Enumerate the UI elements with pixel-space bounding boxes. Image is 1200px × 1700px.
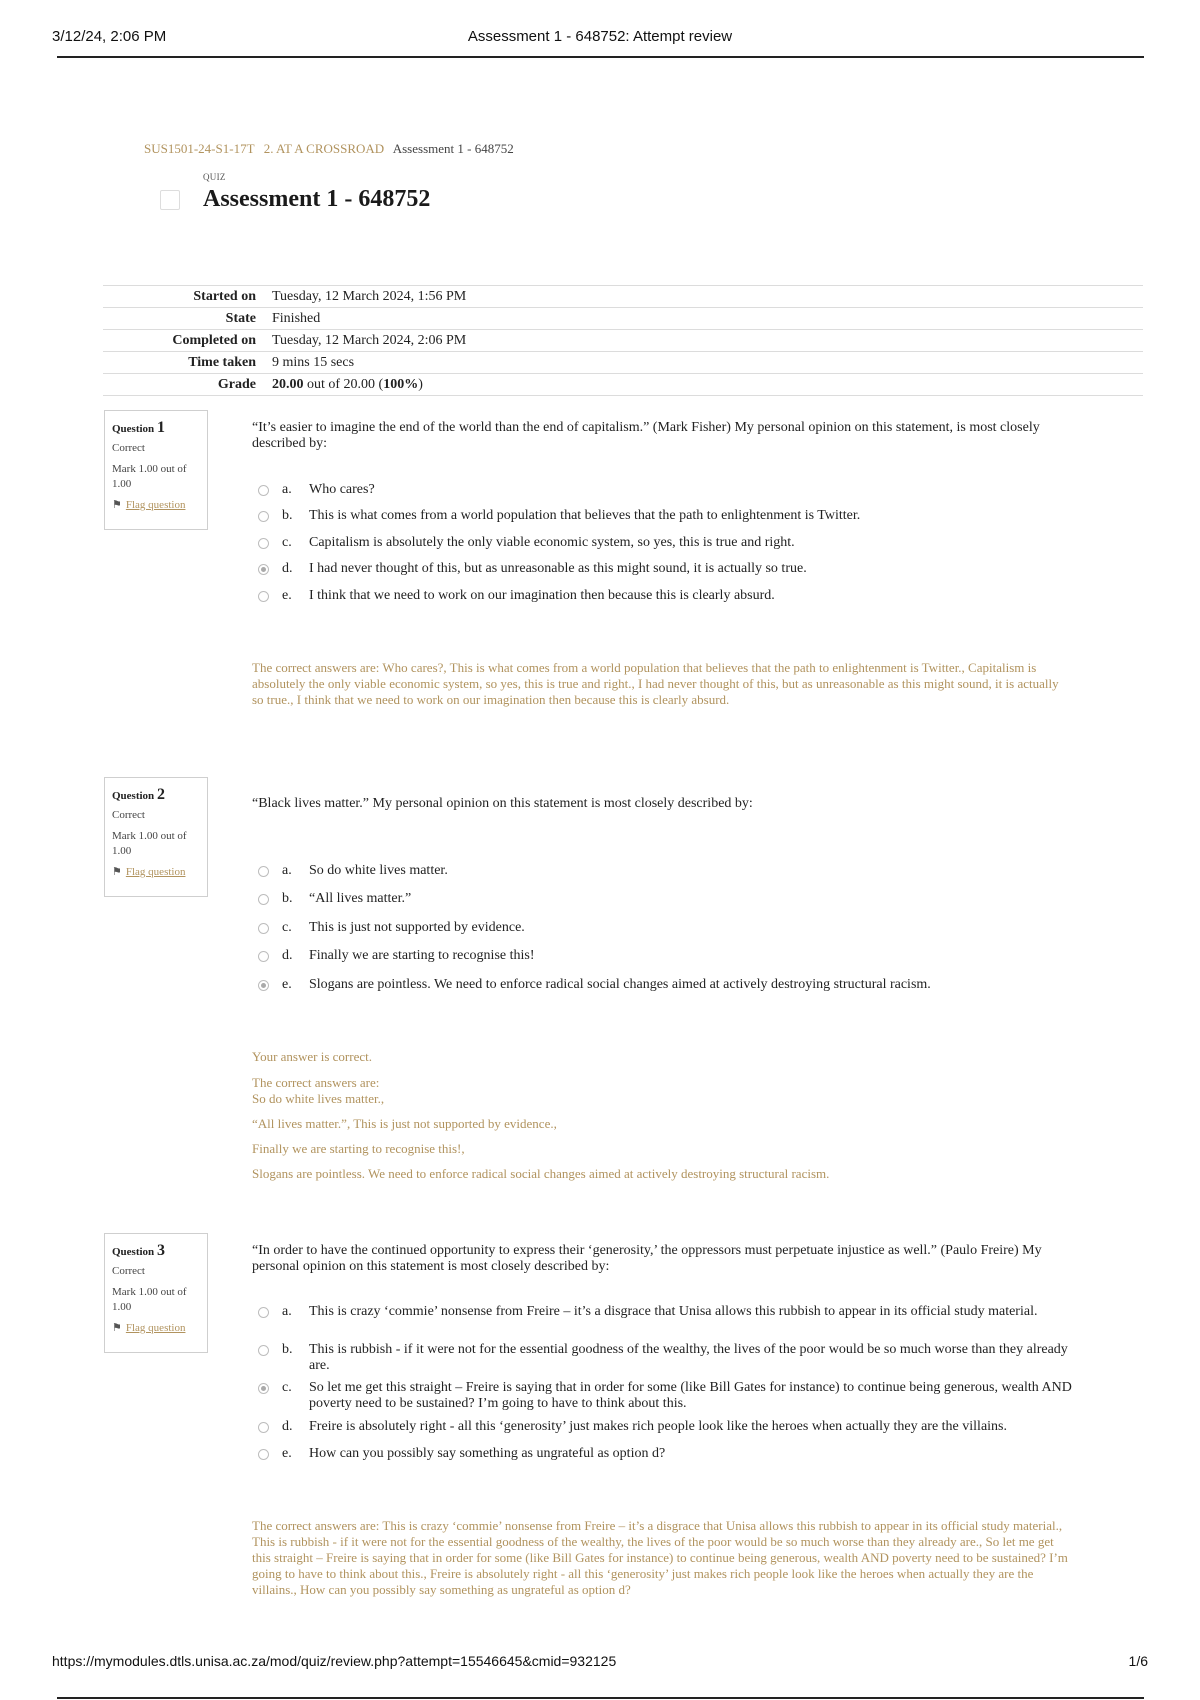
option-text: This is just not supported by evidence. [309,920,525,935]
breadcrumb-current: Assessment 1 - 648752 [392,141,514,156]
flag-icon: ⚑ [112,866,122,878]
radio-button[interactable] [258,894,269,905]
option-text: I had never thought of this, but as unreasonable as this might sound, it is actually so true. [309,561,807,576]
header-divider [57,56,1144,58]
summary-value: Finished [272,310,321,326]
question-info-1 [104,410,208,530]
question-info-2 [104,777,208,897]
radio-button[interactable] [258,866,269,877]
option-letter: c. [282,1380,292,1395]
question-number: Question 3 [112,1242,165,1259]
option-letter: e. [282,977,292,992]
option-text: “All lives matter.” [309,891,412,906]
summary-label: Grade [217,376,256,392]
breadcrumb-section[interactable]: 2. AT A CROSSROAD [263,141,385,156]
flag-question-link[interactable]: ⚑ Flag question [112,499,186,511]
feedback-line: Finally we are starting to recognise this!, [252,1141,465,1156]
option-text: This is rubbish - if it were not for the essential goodness of the wealthy, the lives of the poor would be so much worse than they already are. [309,1342,1068,1373]
summary-row-grade [103,374,1143,396]
option-letter: a. [282,863,292,878]
footer-divider [57,1697,1144,1699]
flag-icon: ⚑ [112,1322,122,1334]
option-text: So let me get this straight – Freire is saying that in order for some (like Bill Gates for instance) to continue being generous, wealth AND poverty need to be sustained? I’m going to have to think about this. [309,1380,1072,1411]
attempt-summary-table [103,285,1143,396]
option-letter: b. [282,1342,293,1357]
option-text: Freire is absolutely right - all this ‘generosity’ just makes rich people look like the heroes when actually they are the villains. [309,1419,1007,1434]
question-info-3 [104,1233,208,1353]
radio-button[interactable] [258,1422,269,1433]
option-letter: c. [282,535,292,550]
feedback-correct-answers: The correct answers are: This is crazy ‘commie’ nonsense from Freire – it’s a disgrace that Unisa allows this rubbish to appear in its official study material., This is rubbish - if it were not for the essential goodness of the wealthy, the lives of the poor would be so much worse than they already are., So let me get this straight – Freire is saying that in order for some (like Bill Gates for instance) to continue being generous, wealth AND poverty need to be sustained? I’m going to have to think about this., Freire is absolutely right - all this ‘generosity’ just makes rich people look like the heroes when actually they are the villains., How can you possibly say something as ungrateful as option d? [252,1518,1068,1597]
option-text: Who cares? [309,482,375,497]
summary-row-state [103,308,1143,330]
option-text: So do white lives matter. [309,863,448,878]
question-number: Question 1 [112,419,165,436]
grade-value: 20.00 [272,376,304,392]
option-letter: e. [282,1446,292,1461]
flag-question-link[interactable]: ⚑ Flag question [112,866,186,878]
radio-button[interactable] [258,538,269,549]
option-text: Finally we are starting to recognise this! [309,948,535,963]
feedback-your-answer: Your answer is correct. [252,1049,372,1064]
radio-button[interactable] [258,511,269,522]
option-letter: b. [282,891,293,906]
question-state: Correct [112,442,145,454]
grade-mid: out of 20.00 ( [303,376,384,392]
print-footer [52,1653,1148,1673]
summary-value: Tuesday, 12 March 2024, 2:06 PM [272,332,467,348]
radio-button[interactable] [258,591,269,602]
option-text: Slogans are pointless. We need to enforce radical social changes aimed at actively destroying structural racism. [309,977,931,992]
question-mark: Mark 1.00 out of 1.00 [112,830,187,857]
question-number: Question 2 [112,786,165,803]
radio-button[interactable] [258,485,269,496]
option-letter: d. [282,948,293,963]
question-mark: Mark 1.00 out of 1.00 [112,463,187,490]
footer-page-number: 1/6 [1128,1653,1148,1669]
grade-percent: 100% [383,376,419,392]
summary-label: Completed on [172,332,256,348]
radio-button-selected[interactable] [258,1383,269,1394]
grade-end: ) [418,376,423,392]
option-letter: e. [282,588,292,603]
option-text: How can you possibly say something as ungrateful as option d? [309,1446,666,1461]
feedback-correct-answers: The correct answers are: Who cares?, This is what comes from a world population that believes that the path to enlightenment is Twitter., Capitalism is absolutely the only viable economic system, so yes, this is true and right., I had never thought of this, but as unreasonable as this might sound, it is actually so true., I think that we need to work on our imagination then because this is clearly absurd. [252,660,1059,707]
print-title: Assessment 1 - 648752: Attempt review [467,28,733,45]
summary-label: Started on [193,288,256,304]
question-text-2: “Black lives matter.” My personal opinion on this statement is most closely described by: [252,796,753,811]
breadcrumb [144,141,514,157]
summary-row-completed [103,330,1143,352]
print-header [52,28,1148,58]
radio-button[interactable] [258,1307,269,1318]
question-mark: Mark 1.00 out of 1.00 [112,1286,187,1313]
summary-value [266,374,1143,396]
flag-question-link[interactable]: ⚑ Flag question [112,1322,186,1334]
feedback-line: So do white lives matter., [252,1091,385,1106]
option-text: This is crazy ‘commie’ nonsense from Freire – it’s a disgrace that Unisa allows this rubbish to appear in its official study material. [309,1304,1038,1319]
radio-button-selected[interactable] [258,980,269,991]
question-state: Correct [112,1265,145,1277]
summary-value: Tuesday, 12 March 2024, 1:56 PM [272,288,467,304]
summary-row-time [103,352,1143,374]
summary-value: 9 mins 15 secs [272,354,355,370]
radio-button[interactable] [258,1345,269,1356]
option-text: Capitalism is absolutely the only viable economic system, so yes, this is true and right. [309,535,795,550]
radio-button[interactable] [258,1449,269,1460]
question-text-1: “It’s easier to imagine the end of the world than the end of capitalism.” (Mark Fisher) My personal opinion on this statement, is most closely described by: [252,420,1040,451]
flag-icon: ⚑ [112,499,122,511]
option-letter: c. [282,920,292,935]
footer-url: https://mymodules.dtls.unisa.ac.za/mod/quiz/review.php?attempt=15546645&cmid=932125 [52,1653,617,1669]
summary-label: State [225,310,256,326]
option-text: I think that we need to work on our imagination then because this is clearly absurd. [309,588,775,603]
breadcrumb-course[interactable]: SUS1501-24-S1-17T [144,141,255,156]
summary-label: Time taken [188,354,256,370]
summary-row-started [103,286,1143,308]
feedback-line: The correct answers are: [252,1075,380,1090]
question-text-3: “In order to have the continued opportunity to express their ‘generosity,’ the oppressors must perpetuate injustice as well.” (Paulo Freire) My personal opinion on this statement is most closely described by: [252,1243,1042,1274]
quiz-icon [160,190,180,210]
feedback-line: Slogans are pointless. We need to enforce radical social changes aimed at actively destroying structural racism. [252,1166,830,1181]
quiz-label: QUIZ [203,172,226,182]
option-letter: b. [282,508,293,523]
feedback-line: “All lives matter.”, This is just not supported by evidence., [252,1116,557,1131]
question-state: Correct [112,809,145,821]
option-text: This is what comes from a world population that believes that the path to enlightenment is Twitter. [309,508,861,523]
option-letter: a. [282,1304,292,1319]
radio-button[interactable] [258,951,269,962]
option-letter: d. [282,561,293,576]
option-letter: d. [282,1419,293,1434]
radio-button[interactable] [258,923,269,934]
option-letter: a. [282,482,292,497]
page-title: Assessment 1 - 648752 [203,186,431,212]
print-datetime: 3/12/24, 2:06 PM [52,28,167,45]
radio-button-selected[interactable] [258,564,269,575]
